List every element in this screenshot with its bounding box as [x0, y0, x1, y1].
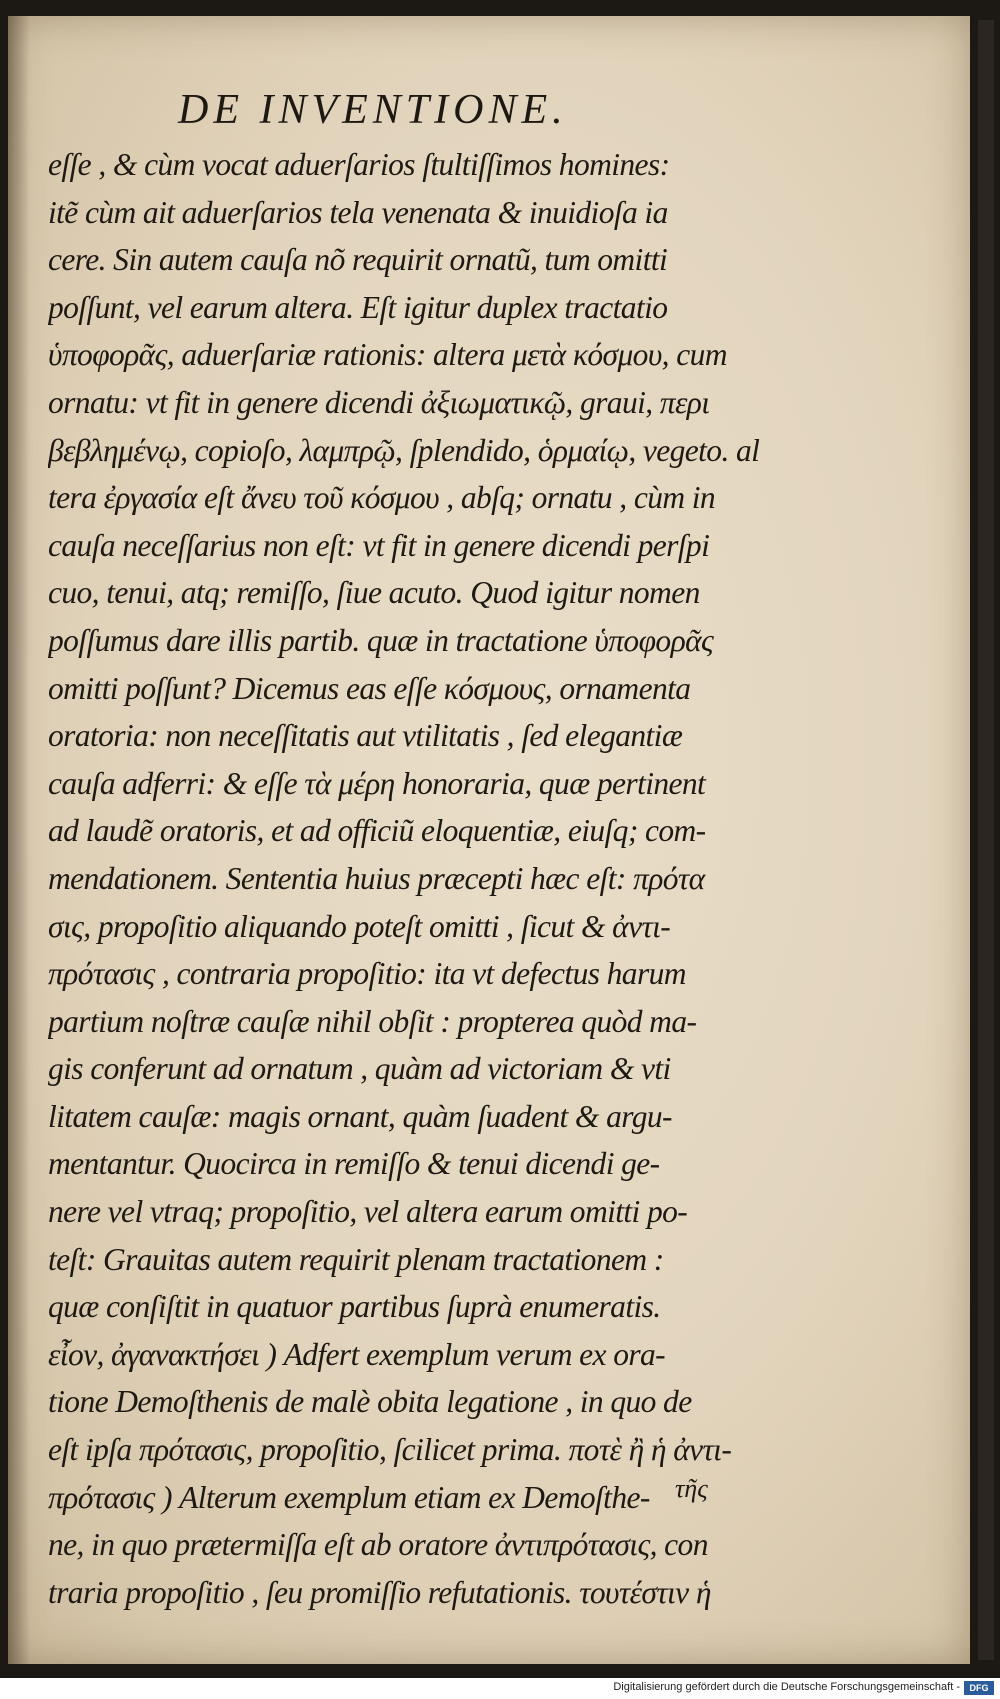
page-text	[48, 141, 776, 1616]
text-line: traria propoſitio , ſeu promiſſio refutationis. τουτέστιν ἡ	[48, 1574, 711, 1610]
text-line: poſſumus dare illis partib. quæ in tractatione ὑποφορᾶς	[48, 622, 714, 658]
text-line: gis conferunt ad ornatum , quàm ad victoriam & vti	[48, 1051, 671, 1087]
text-line: βεβλημένῳ, copioſo, λαμπρῷ, ſplendido, ὁρμαίῳ, vegeto. al	[48, 432, 760, 468]
text-line: nere vel vtraq; propoſitio, vel altera earum omitti po-	[48, 1194, 688, 1230]
text-line: mendationem. Sententia huius præcepti hæc eſt: πρότα	[48, 860, 705, 896]
text-line: πρότασις , contraria propoſitio: ita vt defectus harum	[48, 956, 686, 992]
funding-credit: Digitalisierung gefördert durch die Deutsche Forschungsgemeinschaft -	[613, 1681, 960, 1693]
text-line: partium noſtræ cauſæ nihil obſit : propterea quòd ma-	[48, 1003, 697, 1039]
text-line: omitti poſſunt? Dicemus eas eſſe κόσμους, ornamenta	[48, 670, 691, 706]
text-line: eſt ipſa πρότασις, propoſitio, ſcilicet prima. ποτὲ ἢ ἡ ἀντι-	[48, 1432, 732, 1468]
text-line: litatem cauſæ: magis ornant, quàm ſuadent & argu-	[48, 1098, 672, 1134]
text-line: ad laudẽ oratoris, et ad officiũ eloquentiæ, eiuſq; com-	[48, 813, 706, 849]
text-line: ὑποφορᾶς, aduerſariæ rationis: altera μετὰ κόσμου, cum	[48, 337, 727, 373]
text-line: tione Demoſthenis de malè obita legatione , in quo de	[48, 1384, 692, 1420]
text-line: teſt: Grauitas autem requirit plenam tractationem :	[48, 1241, 664, 1277]
running-header: DE INVENTIONE.	[178, 87, 568, 133]
footer-bar	[0, 1678, 1000, 1699]
text-line: poſſunt, vel earum altera. Eſt igitur duplex tractatio	[48, 289, 668, 325]
text-line: cauſa adferri: & eſſe τὰ μέρη honoraria, quæ pertinent	[48, 765, 706, 801]
text-line: itẽ cùm ait aduerſarios tela venenata & inuidioſa ia	[48, 194, 668, 230]
text-line: oratoria: non neceſſitatis aut vtilitatis , ſed elegantiæ	[48, 718, 683, 754]
dfg-logo: DFG	[964, 1681, 994, 1695]
text-line: cere. Sin autem cauſa nõ requirit ornatũ, tum omitti	[48, 242, 668, 278]
page-gutter-shadow	[8, 16, 30, 1664]
text-line: ornatu: vt fit in genere dicendi ἀξιωματικῷ, graui, περι	[48, 384, 710, 420]
text-line: cauſa neceſſarius non eſt: vt fit in genere dicendi perſpi	[48, 527, 710, 563]
scan-edge-strip	[978, 20, 994, 1660]
text-line: tera ἐργασία eſt ἄνευ τοῦ κόσμου , abſq; ornatu , cùm in	[48, 480, 716, 516]
book-page	[8, 16, 970, 1664]
text-line: πρότασις ) Alterum exemplum etiam ex Demoſthe-	[48, 1479, 650, 1515]
text-line: mentantur. Quocirca in remiſſo & tenui dicendi ge-	[48, 1146, 660, 1182]
text-line: cuo, tenui, atq; remiſſo, ſiue acuto. Quod igitur nomen	[48, 575, 700, 611]
text-line: ne, in quo prætermiſſa eſt ab oratore ἀντιπρότασις, con	[48, 1527, 708, 1563]
text-line: quæ conſiſtit in quatuor partibus ſuprà enumeratis.	[48, 1289, 661, 1325]
text-line: eſſe , & cùm vocat aduerſarios ſtultiſſimos homines:	[48, 147, 670, 182]
text-line: εἶον, ἀγανακτήσει ) Adfert exemplum verum ex ora-	[48, 1336, 666, 1372]
text-line: σις, propoſitio aliquando poteſt omitti , ſicut & ἀντι-	[48, 908, 671, 944]
catchword: τῆς	[675, 1474, 708, 1503]
